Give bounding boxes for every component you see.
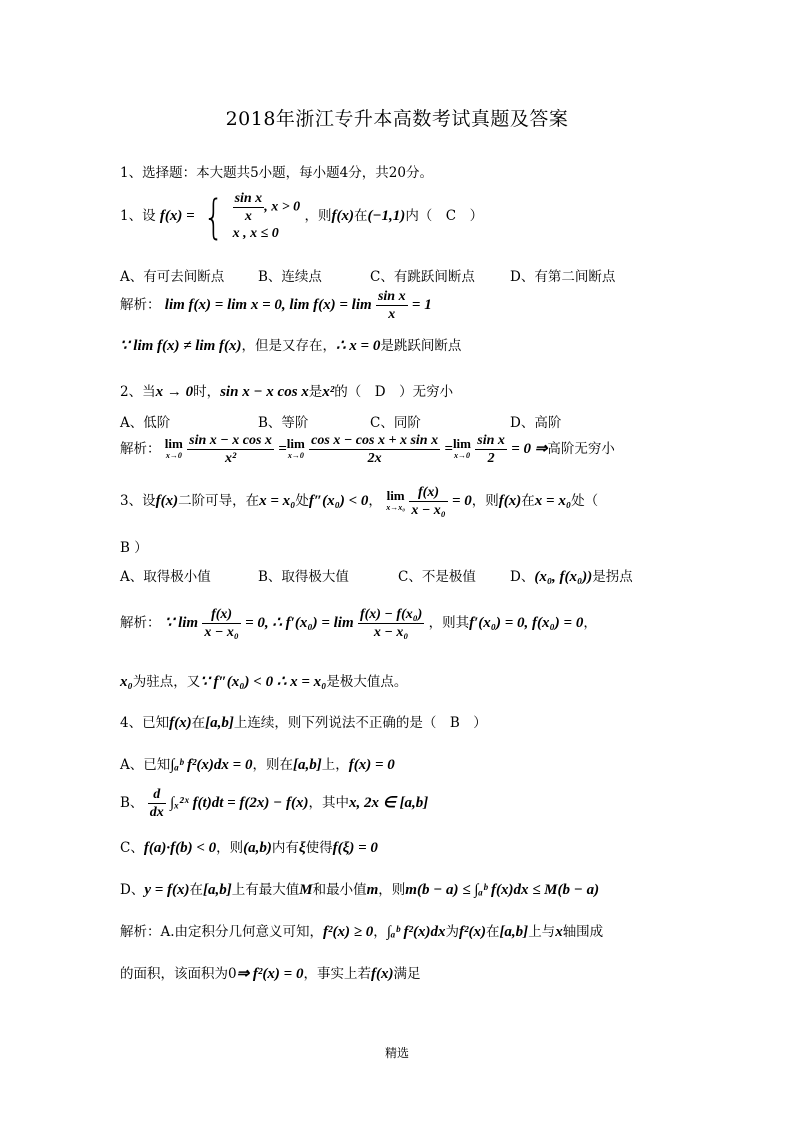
option-d: D、高阶 [510, 415, 562, 431]
question-2-options [120, 411, 561, 431]
question-3-options [120, 565, 633, 586]
option-b: B、等阶 [258, 415, 309, 431]
option-c: C、同阶 [370, 415, 421, 431]
brace-symbol: { [203, 189, 224, 244]
question-4-option-d: D、y = f(x)在[a,b]上有最大值M和最小值m，则m(b − a) ≤ ∫ₐᵇ f(x)dx ≤ M(b − a) [120, 882, 600, 898]
question-4-option-b: B、 $\frac{d}{dx}$ ∫ₓ²ˣ f(t)dt = f(2x) − f(x)，其中x, 2x ∈ [a,b] [120, 787, 429, 820]
question-1-solution-line-2: ∵ lim f(x) ≠ lim f(x)，但是又存在，∴ x = 0是跳跃间断点 [120, 338, 462, 354]
question-3-solution-line-1: 解析： ∵ lim $\frac{f(x)}{\text{x − x₀}}$ = 0, ∴ f′(x₀) = lim $\frac{\text{f(x) − f(x₀)}}{\text{x − x₀}}$ ，则其f′(x₀) = 0, f(x₀) = 0， [120, 607, 597, 640]
fraction: $\frac{\text{sin x}}{x}$ [234, 191, 263, 224]
question-2-solution: 解析： lim x→0 $\frac{\text{sin x − x cos x}}{\text{x²}}$ = lim x→0 $\frac{\text{cos x − cos x + x sin x}}{2x}$ = lim x→0 $\frac{\text{sin x}}{2}$ = 0 ⇒高阶无穷小 [120, 433, 615, 466]
section-heading: 1、选择题：本大题共5小题，每小题4分，共20分。 [120, 165, 433, 181]
option-c: C、有跳跃间断点 [370, 269, 475, 285]
option-a: A、取得极小值 [120, 569, 211, 585]
page-title: 2018年浙江专升本高数考试真题及答案 [225, 108, 569, 130]
question-3-line-2: B ） [120, 540, 148, 556]
question-3: 3、设f(x)二阶可导，在x = x₀处f″(x₀) < 0， lim x→x₀ $\frac{f(x)}{\text{x − x₀}}$ = 0，则f(x)在x = x₀处（ [120, 485, 599, 518]
option-c: C、不是极值 [398, 569, 476, 585]
question-1-solution-line-1: 解析： lim f(x) = lim x = 0, lim f(x) = lim $\frac{\text{sin x}}{x}$ = 1 [120, 289, 432, 322]
question-1-options [120, 265, 615, 285]
question-4-solution-line-1: 解析：A.由定积分几何意义可知，f²(x) ≥ 0，∫ₐᵇ f²(x)dx为f²(x)在[a,b]上与x轴围成 [120, 924, 604, 940]
option-b: B、取得极大值 [258, 569, 349, 585]
question-1: 1、设 f(x) = { $\frac{\text{sin x}}{x}$ , x > 0 x , x ≤ 0 ，则f(x)在(−1,1)内（ C ） [120, 189, 484, 244]
page-footer: 精选 [384, 1046, 409, 1060]
question-4: 4、已知f(x)在[a,b]上连续，则下列说法不正确的是（ B ） [120, 715, 487, 731]
option-b: B、连续点 [258, 269, 322, 285]
option-d: D、(x₀, f(x₀))是拐点 [510, 569, 633, 585]
question-4-option-a: A、已知∫ₐᵇ f²(x)dx = 0，则在[a,b]上，f(x) = 0 [120, 757, 395, 773]
question-4-option-c: C、f(a)·f(b) < 0，则(a,b)内有ξ使得f(ξ) = 0 [120, 840, 378, 856]
question-2: 2、当x → 0时，sin x − x cos x是x²的（ D ）无穷小 [120, 384, 454, 400]
question-3-solution-line-2: x₀为驻点，又∵ f″(x₀) < 0 ∴ x = x₀是极大值点。 [120, 674, 408, 690]
option-a: A、低阶 [120, 415, 171, 431]
option-a: A、有可去间断点 [120, 269, 225, 285]
question-4-solution-line-2: 的面积，该面积为0⇒ f²(x) = 0，事实上若f(x)满足 [120, 966, 421, 982]
fraction: $\frac{\text{sin x}}{x}$ [377, 289, 406, 322]
option-d: D、有第二间断点 [510, 269, 616, 285]
piecewise-cases: $\frac{\text{sin x}}{x}$ , x > 0 x , x ≤ 0 [232, 191, 301, 241]
